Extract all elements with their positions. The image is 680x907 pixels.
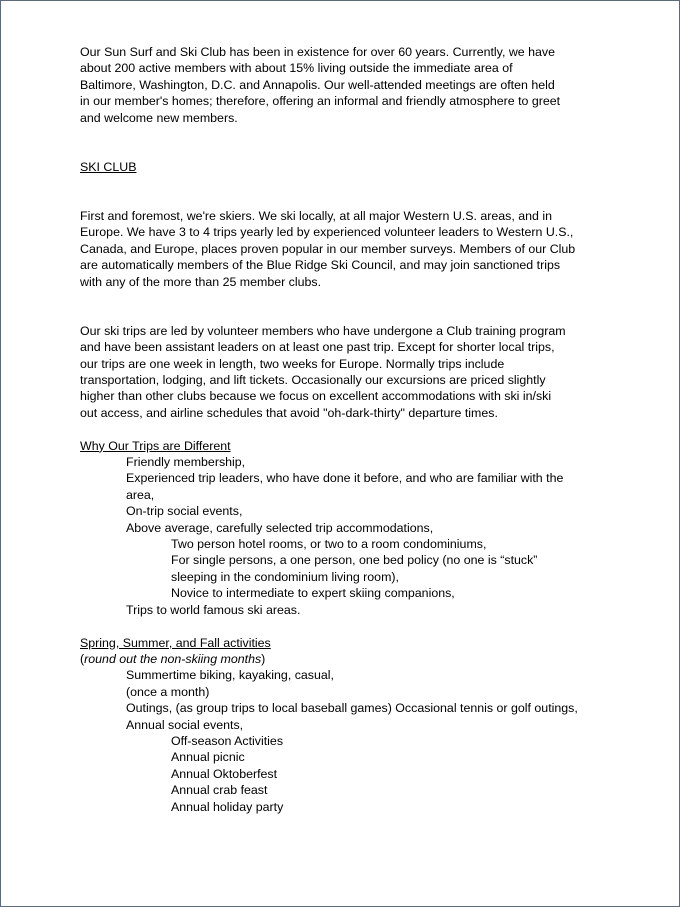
paren-open: ( — [80, 651, 85, 666]
spacer — [80, 175, 605, 191]
why-trips-heading: Why Our Trips are Different — [80, 438, 231, 453]
spacer — [80, 306, 605, 322]
why-item: area, — [126, 487, 155, 502]
intro-line: about 200 active members with about 15% living outside the immediate area of — [80, 61, 513, 76]
spacer — [80, 192, 605, 208]
ski-paragraph-line: Our ski trips are led by volunteer members who have undergone a Club training program — [80, 323, 566, 338]
spacer — [80, 421, 605, 437]
why-item: Experienced trip leaders, who have done it before, and who are familiar with the — [126, 471, 564, 486]
why-item: Friendly membership, — [126, 455, 246, 470]
ski-club-heading: SKI CLUB — [80, 159, 137, 174]
ski-paragraph-line: transportation, lodging, and lift tickets. Occasionally our excursions are priced slightly — [80, 373, 546, 388]
intro-paragraph — [80, 44, 605, 126]
why-subitem: sleeping in the condominium living room), — [171, 569, 399, 584]
spring-item: Annual social events, — [126, 717, 244, 732]
spring-item: Outings, (as group trips to local baseball games) Occasional tennis or golf outings, — [126, 701, 578, 716]
spacer — [80, 142, 605, 158]
ski-paragraph-line: with any of the more than 25 member clubs. — [80, 274, 322, 289]
document-body — [80, 44, 605, 815]
spring-subheading — [80, 651, 605, 667]
why-item: On-trip social events, — [126, 504, 243, 519]
spring-subitem: Off-season Activities — [171, 733, 284, 748]
ski-paragraph-1 — [80, 208, 605, 290]
ski-paragraph-line: Europe. We have 3 to 4 trips yearly led by experienced volunteer leaders to Western U.S., — [80, 225, 574, 240]
why-subitem: Two person hotel rooms, or two to a room condominiums, — [171, 537, 487, 552]
spring-subitem: Annual holiday party — [171, 799, 284, 814]
spring-activities-heading: Spring, Summer, and Fall activities — [80, 635, 271, 650]
paren-close: ) — [261, 651, 266, 666]
ski-paragraph-line: out access, and airline schedules that avoid "oh-dark-thirty" departure times. — [80, 405, 498, 420]
ski-paragraph-line: and have been assistant leaders on at least one past trip. Except for shorter local trips, — [80, 340, 555, 355]
why-subitem: For single persons, a one person, one bed policy (no one is “stuck” — [171, 553, 538, 568]
spring-subitem: Annual picnic — [171, 750, 245, 765]
spring-subitem: Annual crab feast — [171, 783, 268, 798]
spring-item: (once a month) — [126, 684, 210, 699]
spacer — [80, 618, 605, 634]
spacer — [80, 126, 605, 142]
why-item: Trips to world famous ski areas. — [126, 602, 301, 617]
ski-paragraph-line: our trips are one week in length, two weeks for Europe. Normally trips include — [80, 356, 505, 371]
intro-line: Our Sun Surf and Ski Club has been in existence for over 60 years. Currently, we have — [80, 45, 555, 59]
spring-subitem: Annual Oktoberfest — [171, 766, 278, 781]
ski-paragraph-2 — [80, 323, 605, 421]
ski-paragraph-line: First and foremost, we're skiers. We ski locally, at all major Western U.S. areas, and in — [80, 209, 552, 223]
why-subitem: Novice to intermediate to expert skiing companions, — [171, 586, 455, 601]
intro-line: and welcome new members. — [80, 110, 238, 125]
spacer — [80, 290, 605, 306]
ski-paragraph-line: are automatically members of the Blue Ridge Ski Council, and may join sanctioned trips — [80, 258, 561, 273]
intro-line: Baltimore, Washington, D.C. and Annapolis. Our well-attended meetings are often held — [80, 77, 555, 92]
intro-line: in our member's homes; therefore, offering an informal and friendly atmosphere to greet — [80, 94, 561, 109]
ski-paragraph-line: higher than other clubs because we focus on excellent accommodations with ski in/ski — [80, 389, 552, 404]
why-item: Above average, carefully selected trip accommodations, — [126, 520, 434, 535]
ski-paragraph-line: Canada, and Europe, places proven popular in our member surveys. Members of our Club — [80, 241, 576, 256]
spring-subheading-italic: round out the non-skiing months — [84, 651, 262, 666]
spring-item: Summertime biking, kayaking, casual, — [126, 668, 334, 683]
